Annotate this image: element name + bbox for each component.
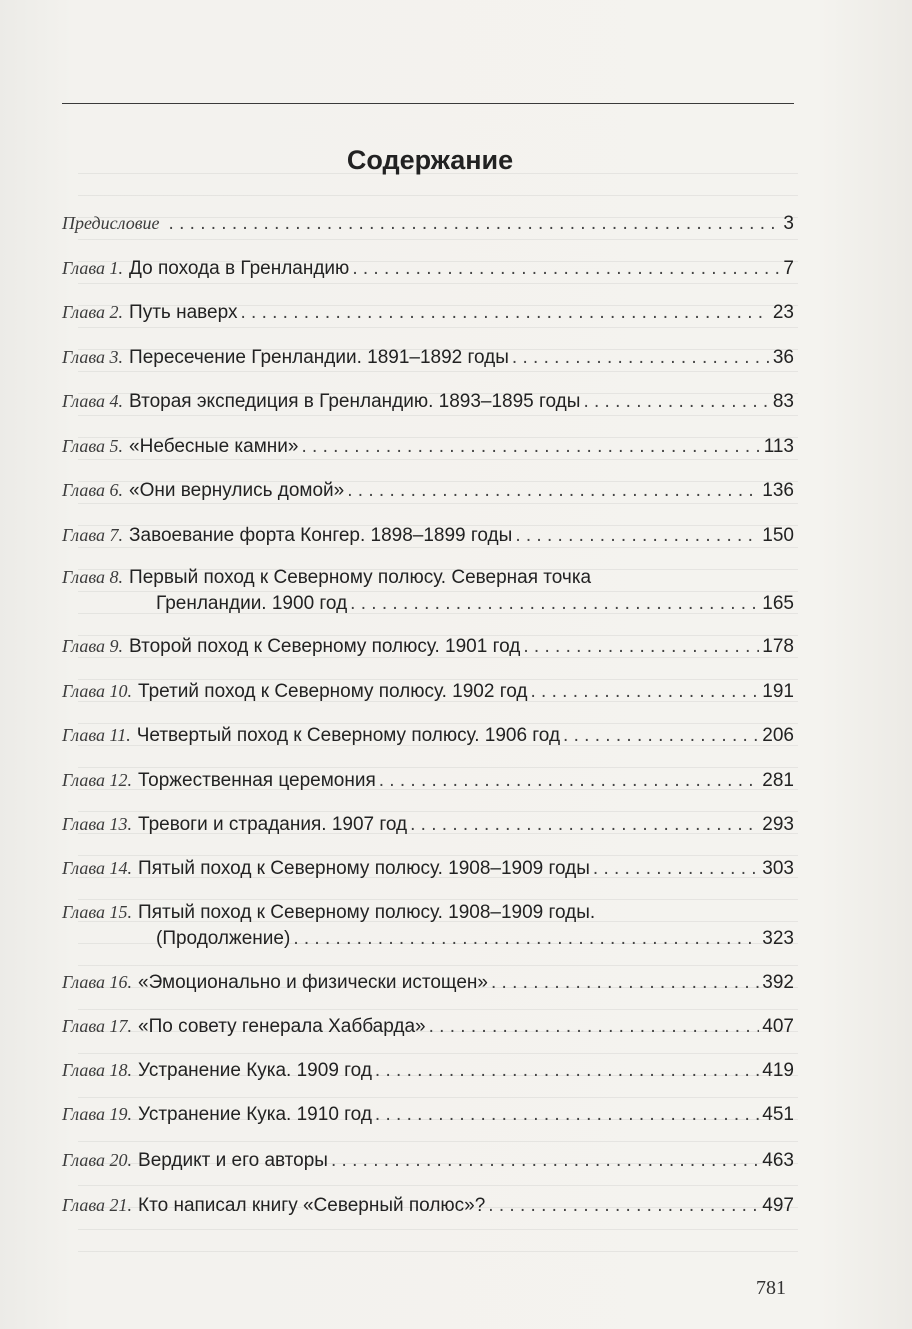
toc-entry — [62, 770, 794, 794]
chapter-label: Глава 10. — [62, 681, 133, 701]
chapter-page: 165 — [762, 593, 794, 614]
chapter-label: Глава 9. — [62, 636, 124, 656]
chapter-page: 463 — [762, 1150, 794, 1171]
chapter-page: 113 — [763, 436, 794, 457]
chapter-label: Глава 11. — [62, 725, 131, 745]
page-title: Содержание — [346, 145, 514, 175]
chapter-label: Глава 5. — [62, 436, 124, 456]
chapter-label: Глава 20. — [62, 1150, 133, 1170]
chapter-title: Пятый поход к Северному полюсу. 1908–1909 годы — [138, 858, 590, 879]
toc-entry — [62, 902, 794, 952]
toc-entry — [62, 302, 794, 326]
chapter-title: Тревоги и страдания. 1907 год — [138, 814, 408, 835]
dot-leader — [530, 681, 759, 703]
chapter-page: 136 — [762, 480, 794, 501]
dot-leader — [593, 858, 759, 880]
chapter-page: 451 — [762, 1104, 794, 1125]
chapter-label: Глава 4. — [62, 391, 124, 411]
chapter-label: Глава 19. — [62, 1104, 133, 1124]
dot-leader — [379, 770, 760, 792]
chapter-title: «Они вернулись домой» — [129, 480, 345, 501]
chapter-label: Глава 17. — [62, 1016, 133, 1036]
chapter-title: Вторая экспедиция в Гренландию. 1893–1895 годы — [129, 391, 581, 412]
chapter-page: 150 — [762, 525, 794, 546]
chapter-label: Глава 1. — [62, 258, 124, 278]
chapter-title: Устранение Кука. 1909 год — [138, 1060, 372, 1081]
toc-entry — [62, 1016, 794, 1040]
toc-entry — [62, 636, 794, 660]
chapter-title-continued: Гренландии. 1900 год — [156, 593, 348, 614]
dot-leader — [523, 636, 759, 658]
chapter-label: Глава 13. — [62, 814, 133, 834]
chapter-title: Торжественная церемония — [138, 770, 376, 791]
chapter-page: 281 — [762, 770, 794, 791]
chapter-title: Завоевание форта Конгер. 1898–1899 годы — [129, 525, 513, 546]
dot-leader — [375, 1104, 759, 1126]
chapter-page: 293 — [762, 814, 794, 835]
chapter-label: Глава 2. — [62, 302, 124, 322]
chapter-page: 191 — [762, 681, 794, 702]
chapter-page: 392 — [762, 972, 794, 993]
chapter-page: 419 — [762, 1060, 794, 1081]
dot-leader — [169, 213, 781, 235]
dot-leader — [515, 525, 759, 547]
dot-leader — [352, 258, 780, 280]
chapter-page: 36 — [772, 347, 794, 368]
chapter-page: 407 — [762, 1016, 794, 1037]
chapter-page: 23 — [772, 302, 794, 323]
chapter-title: Третий поход к Северному полюсу. 1902 год — [138, 681, 528, 702]
dot-leader — [512, 347, 770, 369]
chapter-label: Глава 6. — [62, 480, 124, 500]
chapter-title: «Эмоционально и физически истощен» — [138, 972, 488, 993]
toc-entry — [62, 258, 794, 282]
chapter-title: Четвертый поход к Северному полюсу. 1906 год — [136, 725, 561, 746]
dot-leader — [350, 593, 759, 615]
toc-entry — [62, 436, 794, 460]
toc-entry — [62, 972, 794, 996]
toc-entry — [62, 814, 794, 838]
chapter-title: До похода в Гренландию — [129, 258, 350, 279]
chapter-page: 323 — [762, 928, 794, 949]
chapter-title: Устранение Кука. 1910 год — [138, 1104, 372, 1125]
chapter-title: «Небесные камни» — [129, 436, 299, 457]
chapter-page: 83 — [772, 391, 794, 412]
chapter-title: Вердикт и его авторы — [138, 1150, 328, 1171]
dot-leader — [488, 1195, 759, 1217]
chapter-label: Глава 16. — [62, 972, 133, 992]
toc-entry — [62, 858, 794, 882]
toc-entry — [62, 480, 794, 504]
chapter-page: 3 — [783, 213, 794, 234]
chapter-label: Глава 14. — [62, 858, 133, 878]
dot-leader — [583, 391, 769, 413]
dot-leader — [301, 436, 760, 458]
chapter-page: 7 — [783, 258, 794, 279]
chapter-page: 178 — [762, 636, 794, 657]
chapter-title-continued: (Продолжение) — [156, 928, 291, 949]
dot-leader — [491, 972, 759, 994]
toc-entry — [62, 567, 794, 617]
toc-entry — [62, 1104, 794, 1128]
chapter-label: Предисловие — [62, 213, 160, 233]
toc-entry — [62, 1150, 794, 1174]
toc-entry — [62, 213, 794, 237]
toc-entry — [62, 725, 794, 749]
toc-entry — [62, 1195, 794, 1219]
chapter-label: Глава 7. — [62, 525, 124, 545]
header-rule — [62, 103, 794, 104]
chapter-page: 206 — [762, 725, 794, 746]
dot-leader — [429, 1016, 760, 1038]
dot-leader — [375, 1060, 759, 1082]
chapter-title: Путь наверх — [129, 302, 238, 323]
chapter-title: Кто написал книгу «Северный полюс»? — [138, 1195, 486, 1216]
chapter-page: 497 — [762, 1195, 794, 1216]
chapter-title: Первый поход к Северному полюсу. Северная точка — [129, 567, 592, 588]
dot-leader — [347, 480, 759, 502]
toc-entry — [62, 347, 794, 371]
chapter-label: Глава 21. — [62, 1195, 133, 1215]
chapter-title: Второй поход к Северному полюсу. 1901 год — [129, 636, 521, 657]
dot-leader — [563, 725, 759, 747]
chapter-title: «По совету генерала Хаббарда» — [138, 1016, 426, 1037]
chapter-label: Глава 18. — [62, 1060, 133, 1080]
chapter-label: Глава 8. — [62, 567, 124, 587]
dot-leader — [331, 1150, 759, 1172]
toc-entry — [62, 1060, 794, 1084]
page-number: 781 — [756, 1277, 786, 1299]
chapter-title: Пятый поход к Северному полюсу. 1908–1909 годы. — [138, 902, 596, 923]
toc-entry — [62, 391, 794, 415]
chapter-label: Глава 15. — [62, 902, 133, 922]
dot-leader — [240, 302, 769, 324]
chapter-title: Пересечение Гренландии. 1891–1892 годы — [129, 347, 509, 368]
dot-leader — [410, 814, 759, 836]
dot-leader — [293, 928, 759, 950]
toc-entry — [62, 525, 794, 549]
chapter-label: Глава 12. — [62, 770, 133, 790]
toc-entry — [62, 681, 794, 705]
chapter-label: Глава 3. — [62, 347, 124, 367]
chapter-page: 303 — [762, 858, 794, 879]
